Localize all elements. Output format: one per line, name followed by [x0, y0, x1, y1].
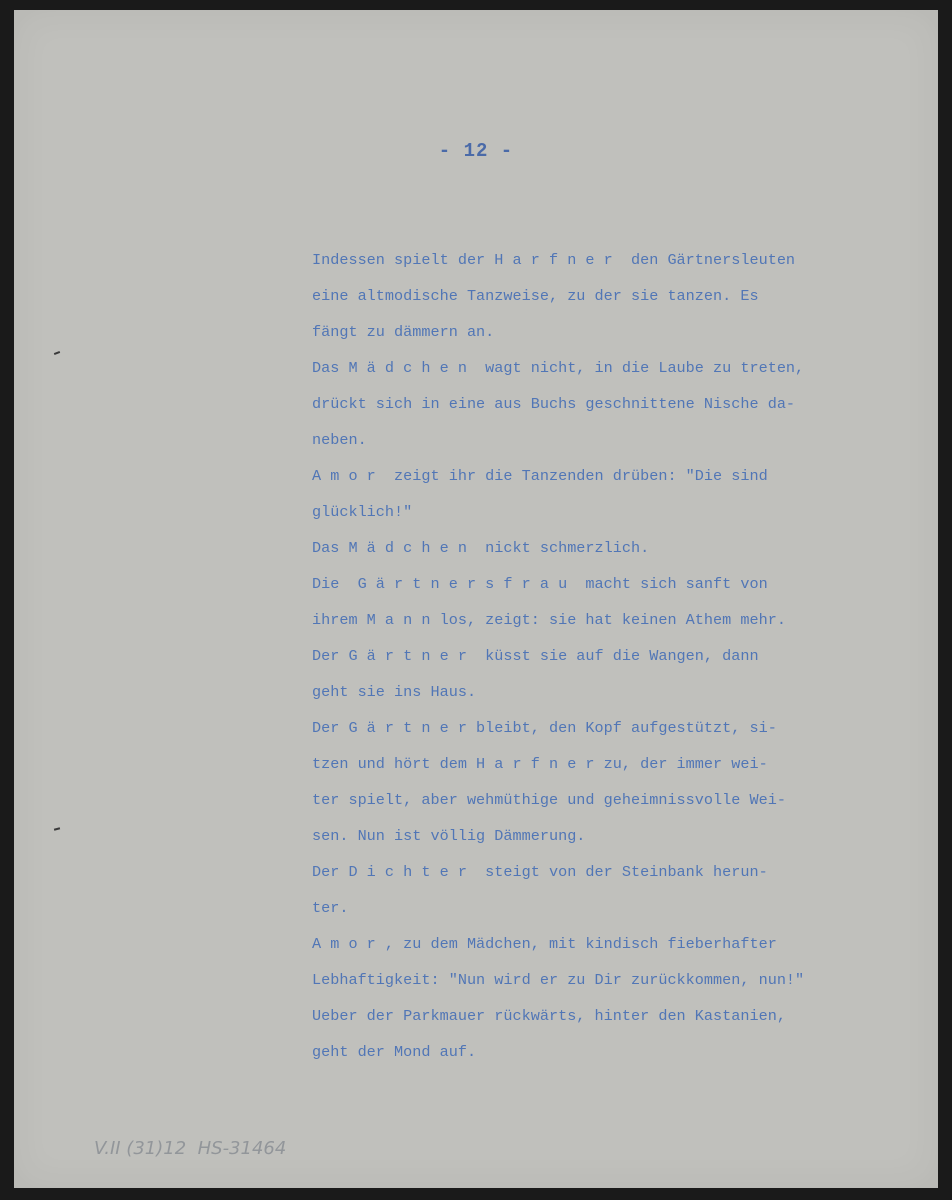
- text-line: sen. Nun ist völlig Dämmerung.: [312, 827, 586, 845]
- text-line: geht sie ins Haus.: [312, 683, 477, 701]
- text-line: Das M ä d c h e n wagt nicht, in die Laube zu treten,: [312, 359, 805, 377]
- text-line: geht der Mond auf.: [312, 1043, 477, 1061]
- text-line: Der G ä r t n e r küsst sie auf die Wangen, dann: [312, 647, 759, 665]
- text-line: Ueber der Parkmauer rückwärts, hinter den Kastanien,: [312, 1007, 786, 1025]
- text-line: glücklich!": [312, 503, 413, 521]
- text-line: A m o r zeigt ihr die Tanzenden drüben: "Die sind: [312, 467, 768, 485]
- text-line: fängt zu dämmern an.: [312, 323, 495, 341]
- text-line: Das M ä d c h e n nickt schmerzlich.: [312, 539, 650, 557]
- text-line: eine altmodische Tanzweise, zu der sie tanzen. Es: [312, 287, 759, 305]
- margin-mark: [54, 351, 60, 355]
- text-line: ihrem M a n n los, zeigt: sie hat keinen Athem mehr.: [312, 611, 786, 629]
- text-line: Lebhaftigkeit: "Nun wird er zu Dir zurückkommen, nun!": [312, 971, 805, 989]
- text-line: neben.: [312, 431, 367, 449]
- page-number: - 12 -: [438, 140, 514, 162]
- document-page: [14, 10, 938, 1188]
- text-line: ter spielt, aber wehmüthige und geheimnissvolle Wei-: [312, 791, 786, 809]
- margin-mark: [54, 827, 60, 830]
- text-line: Indessen spielt der H a r f n e r den Gärtnersleuten: [312, 251, 796, 269]
- text-line: tzen und hört dem H a r f n e r zu, der immer wei-: [312, 755, 768, 773]
- text-line: A m o r , zu dem Mädchen, mit kindisch fieberhafter: [312, 935, 777, 953]
- archive-signature: V.II (31)12 HS-31464: [94, 1138, 287, 1159]
- text-line: ter.: [312, 899, 349, 917]
- text-line: drückt sich in eine aus Buchs geschnittene Nische da-: [312, 395, 796, 413]
- text-line: Der D i c h t e r steigt von der Steinbank herun-: [312, 863, 768, 881]
- text-line: Der G ä r t n e r bleibt, den Kopf aufgestützt, si-: [312, 719, 777, 737]
- text-line: Die G ä r t n e r s f r a u macht sich sanft von: [312, 575, 768, 593]
- typescript-body: [312, 242, 912, 1070]
